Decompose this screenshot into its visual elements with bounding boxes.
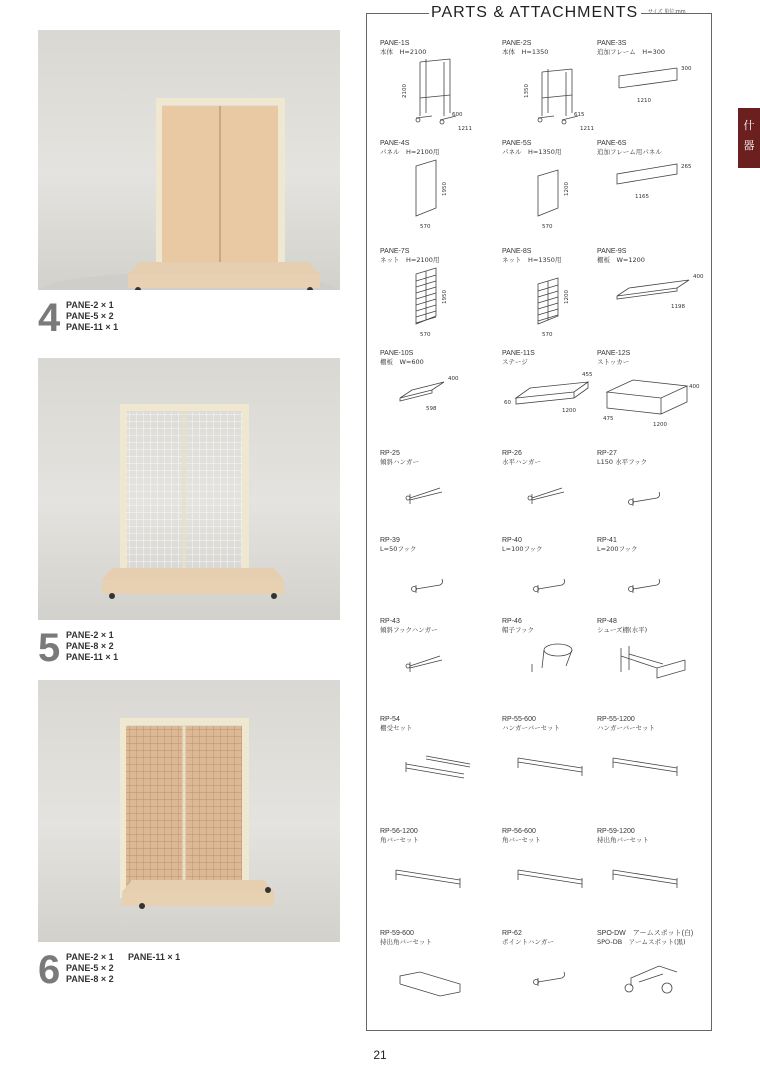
part-description: 追加フレーム用パネル — [597, 148, 662, 156]
part-item — [502, 40, 612, 130]
dimension-label: 2100 — [402, 84, 408, 98]
part-item — [597, 40, 707, 130]
part-item — [380, 350, 490, 440]
product-photo-5 — [38, 358, 340, 620]
category-tab[interactable]: 什 器 — [738, 108, 760, 168]
part-description: ステージ — [502, 358, 528, 366]
part-item — [597, 140, 707, 230]
part-sketch — [502, 846, 612, 918]
dimension-label: 1350 — [524, 84, 530, 98]
dimension-label: 455 — [582, 372, 593, 378]
part-item — [597, 930, 707, 1020]
dimension-label: 1950 — [442, 290, 448, 304]
display-stand-panel-illustration — [38, 30, 340, 290]
part-description: L150 水平フック — [597, 458, 648, 466]
part-description: 棚板 W=600 — [380, 358, 424, 366]
part-code: RP-62 — [502, 930, 522, 937]
part-code: RP-25 — [380, 450, 400, 457]
part-code: RP-56-1200 — [380, 828, 418, 835]
part-code: PANE-7S — [380, 248, 410, 255]
part-code: RP-27 — [597, 450, 617, 457]
dimension-label: 598 — [426, 406, 437, 412]
part-item — [502, 248, 612, 338]
part-sketch — [502, 734, 612, 806]
part-code: RP-39 — [380, 537, 400, 544]
part-description: ストッカー — [597, 358, 630, 366]
part-item — [597, 537, 707, 627]
part-item — [380, 618, 490, 708]
part-description: 持出角バーセット — [597, 836, 649, 844]
part-sketch — [502, 948, 612, 1020]
part-code: PANE-12S — [597, 350, 631, 357]
part-item — [380, 537, 490, 627]
part-code: RP-54 — [380, 716, 400, 723]
config-number: 4 — [38, 296, 61, 340]
part-code: RP-26 — [502, 450, 522, 457]
config-parts-list: PANE-2 × 1 PANE-8 × 2 PANE-11 × 1 — [66, 630, 119, 662]
part-item — [380, 40, 490, 130]
part-sketch — [502, 368, 612, 440]
part-description: 本体 H=1350 — [502, 48, 549, 56]
part-description: ポイントハンガー — [502, 938, 554, 946]
part-item — [380, 450, 490, 540]
dimension-label: 1210 — [637, 98, 651, 104]
dimension-label: 1200 — [564, 182, 570, 196]
part-sketch — [380, 948, 490, 1020]
config-number: 6 — [38, 948, 61, 992]
dimension-label: 1198 — [671, 304, 685, 310]
part-description: 角バーセット — [502, 836, 541, 844]
part-sketch — [597, 468, 707, 540]
part-code: PANE-2S — [502, 40, 532, 47]
part-code: RP-55-600 — [502, 716, 536, 723]
part-item — [597, 716, 707, 806]
part-description: パネル H=2100用 — [380, 148, 440, 156]
part-sketch — [380, 266, 490, 338]
dimension-label: 1165 — [635, 194, 649, 200]
config-parts-list: PANE-2 × 1 PANE-5 × 2 PANE-11 × 1 — [66, 300, 119, 332]
dimension-label: 1200 — [564, 290, 570, 304]
part-description: 持出角バーセット — [380, 938, 432, 946]
part-code: PANE-9S — [597, 248, 627, 255]
part-description: 棚板 W=1200 — [597, 256, 645, 264]
part-sketch — [502, 158, 612, 230]
part-description: 傾斜フックハンガー — [380, 626, 438, 634]
part-item — [502, 828, 612, 918]
part-code: RP-48 — [597, 618, 617, 625]
part-code: PANE-11S — [502, 350, 535, 357]
part-description: L=100フック — [502, 545, 543, 553]
part-sketch — [380, 846, 490, 918]
part-code: SPO-DW アームスポット(白) — [597, 930, 694, 937]
part-code: PANE-6S — [597, 140, 627, 147]
part-sketch — [502, 58, 612, 130]
part-code: RP-55-1200 — [597, 716, 635, 723]
part-item — [502, 450, 612, 540]
dimension-label: 60 — [504, 400, 511, 406]
part-code: RP-59-600 — [380, 930, 414, 937]
dimension-label: 1950 — [442, 182, 448, 196]
dimension-label: 1200 — [653, 422, 667, 428]
part-item — [502, 716, 612, 806]
part-item — [380, 930, 490, 1020]
section-title: PARTS & ATTACHMENTS — [431, 4, 639, 21]
part-description: ハンガーバーセット — [597, 724, 656, 732]
part-code: PANE-4S — [380, 140, 410, 147]
part-sketch — [597, 266, 707, 338]
part-sketch — [597, 948, 707, 1020]
part-description: ネット H=2100用 — [380, 256, 440, 264]
part-code: RP-59-1200 — [597, 828, 635, 835]
part-code: RP-46 — [502, 618, 522, 625]
dimension-label: 600 — [452, 112, 463, 118]
unit-note: サイズ 単位:mm — [648, 9, 686, 15]
dimension-label: 1200 — [562, 408, 576, 414]
part-sketch — [502, 468, 612, 540]
part-description: パネル H=1350用 — [502, 148, 562, 156]
config-parts-extra: PANE-11 × 1 — [128, 952, 181, 962]
config-number: 5 — [38, 626, 61, 670]
part-code: RP-56-600 — [502, 828, 536, 835]
display-stand-panel-net-illustration — [38, 680, 340, 942]
dimension-label: 400 — [689, 384, 700, 390]
part-sketch — [597, 555, 707, 627]
part-item — [597, 450, 707, 540]
part-sketch — [380, 734, 490, 806]
page-number: 21 — [373, 1048, 387, 1062]
product-photo-4 — [38, 30, 340, 290]
part-code: RP-40 — [502, 537, 522, 544]
part-item — [502, 618, 612, 708]
part-item — [597, 350, 707, 440]
part-item — [502, 350, 612, 440]
part-sketch — [380, 58, 490, 130]
part-description: 追加フレーム H=300 — [597, 48, 665, 56]
part-item — [502, 537, 612, 627]
part-item — [597, 248, 707, 338]
part-code: PANE-3S — [597, 40, 627, 47]
dimension-label: 570 — [542, 224, 553, 230]
part-description: 棚受セット — [380, 724, 413, 732]
dimension-label: 1211 — [580, 126, 594, 130]
dimension-label: 400 — [448, 376, 459, 382]
part-description: 角バーセット — [380, 836, 419, 844]
dimension-label: 1211 — [458, 126, 472, 130]
part-description: L=50フック — [380, 545, 417, 553]
dimension-label: 570 — [420, 332, 431, 338]
part-description: シューズ棚(水平) — [597, 626, 648, 634]
part-sketch — [597, 846, 707, 918]
part-item — [380, 828, 490, 918]
part-description: 本体 H=2100 — [380, 48, 427, 56]
part-sketch — [597, 734, 707, 806]
part-sketch — [380, 158, 490, 230]
part-description: ハンガーバーセット — [502, 724, 561, 732]
part-sketch — [380, 368, 490, 440]
dimension-label: 400 — [693, 274, 704, 280]
part-item — [380, 248, 490, 338]
part-sketch — [380, 468, 490, 540]
dimension-label: 615 — [574, 112, 585, 118]
part-sketch — [502, 636, 612, 708]
dimension-label: 265 — [681, 164, 692, 170]
part-item — [502, 930, 612, 1020]
part-sketch — [380, 636, 490, 708]
part-code: PANE-5S — [502, 140, 532, 147]
dimension-label: 570 — [542, 332, 553, 338]
part-code: PANE-1S — [380, 40, 410, 47]
part-item — [597, 828, 707, 918]
part-sketch — [597, 58, 707, 130]
part-item — [380, 716, 490, 806]
part-description: L=200フック — [597, 545, 638, 553]
part-description: ネット H=1350用 — [502, 256, 562, 264]
product-photo-6 — [38, 680, 340, 942]
part-sketch — [597, 636, 707, 708]
part-code: PANE-10S — [380, 350, 414, 357]
part-sketch — [502, 555, 612, 627]
part-sketch — [380, 555, 490, 627]
part-item — [597, 618, 707, 708]
dimension-label: 475 — [603, 416, 614, 422]
part-description: SPO-DB アームスポット(黒) — [597, 938, 686, 946]
display-stand-net-illustration — [38, 358, 340, 620]
part-code: RP-41 — [597, 537, 617, 544]
part-description: 水平ハンガー — [502, 458, 541, 466]
part-sketch — [597, 368, 707, 440]
part-description: 傾斜ハンガー — [380, 458, 419, 466]
part-code: RP-43 — [380, 618, 400, 625]
dimension-label: 570 — [420, 224, 431, 230]
part-item — [502, 140, 612, 230]
part-item — [380, 140, 490, 230]
part-sketch — [597, 158, 707, 230]
part-code: PANE-8S — [502, 248, 532, 255]
part-description: 帽子フック — [502, 626, 535, 634]
part-sketch — [502, 266, 612, 338]
config-parts-list: PANE-2 × 1 PANE-5 × 2 PANE-8 × 2 — [66, 952, 114, 984]
dimension-label: 300 — [681, 66, 692, 72]
